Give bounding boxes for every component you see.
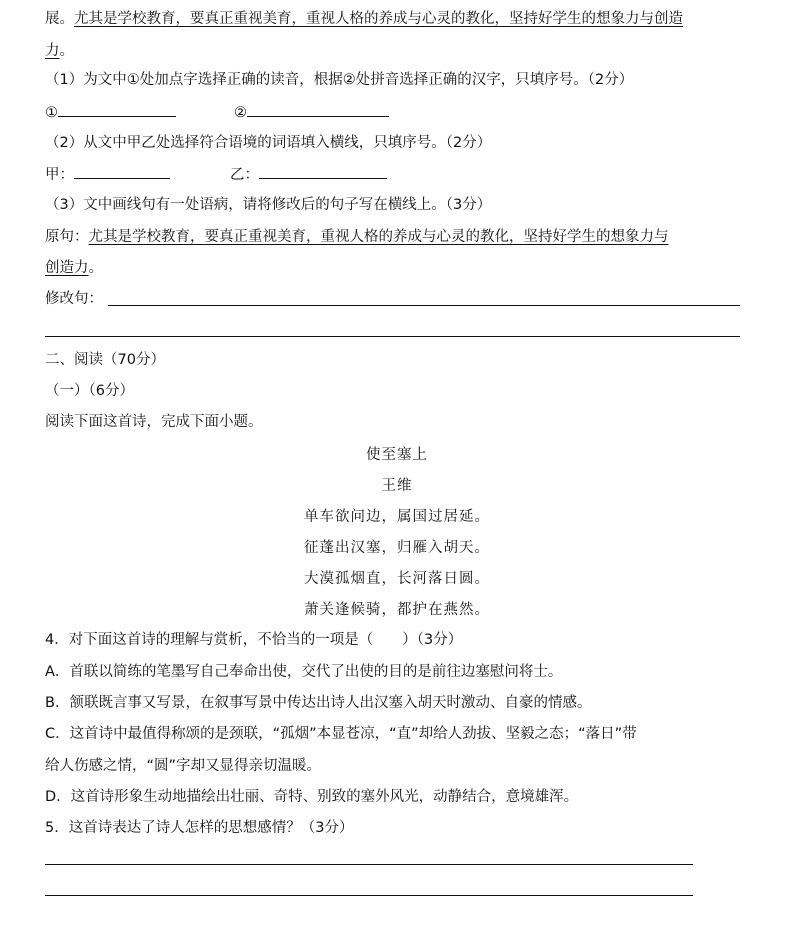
question-4-option-b[interactable]: B．颔联既言事又写景，在叙事写景中传达出诗人出汉塞入胡天时激动、自豪的情感。 (45, 695, 592, 711)
original-sentence-line-2 (45, 258, 103, 278)
question-4-option-c-line-2[interactable]: 给人伤感之情，“圆”字却又显得亲切温暖。 (45, 758, 322, 774)
question-2-text: （2）从文中甲乙处选择符合语境的词语填入横线，只填序号。（2分） (45, 135, 492, 151)
poem-line-3: 大漠孤烟直，长河落日圆。 (304, 571, 490, 587)
revise-answer-line-2[interactable] (45, 336, 740, 337)
question-4-option-a[interactable]: A．首联以简练的笔墨写自己奉命出使，交代了出使的目的是前往边塞慰问将士。 (45, 664, 563, 680)
poem-title: 使至塞上 (366, 447, 428, 463)
poem-line-1: 单车欲问边，属国过居延。 (304, 509, 490, 525)
poem-line-4: 萧关逢候骑，都护在燕然。 (304, 602, 490, 618)
original-sentence-line-1 (45, 227, 669, 247)
answer-blank-2[interactable] (247, 102, 389, 117)
question-1-text: （1）为文中①处加点字选择正确的读音，根据②处拼音选择正确的汉字，只填序号。（2分） (45, 72, 634, 88)
intro-text-start: 展。 (45, 11, 74, 27)
answer-label-2: ② (234, 105, 247, 121)
section-2-sub: （一）（6分） (45, 383, 134, 399)
question-4-option-c-line-1[interactable]: C．这首诗中最值得称颂的是颈联，“孤烟”本显苍凉，“直”却给人劲拔、坚毅之态；“落日”带 (45, 726, 637, 742)
intro-period: 。 (59, 43, 74, 59)
question-1-answers (45, 102, 389, 123)
answer-blank-1[interactable] (58, 102, 176, 117)
question-4-option-d[interactable]: D．这首诗形象生动地描绘出壮丽、奇特、别致的塞外风光，动静结合，意境雄浑。 (45, 789, 579, 805)
intro-underlined-end: 力 (45, 43, 60, 59)
original-sentence-end: 创造力 (45, 260, 89, 276)
revise-answer-line-1[interactable] (108, 305, 740, 306)
section-2-title: 二、阅读（70分） (45, 352, 165, 368)
answer-label-1: ① (45, 105, 58, 121)
question-2-answers (45, 164, 387, 185)
question-4-stem: 4．对下面这首诗的理解与赏析，不恰当的一项是（ ）（3分） (45, 632, 463, 648)
intro-text-line-1 (45, 9, 683, 29)
revise-label: 修改句： (45, 291, 103, 307)
original-sentence-period: 。 (88, 260, 103, 276)
original-sentence-text: 尤其是学校教育，要真正重视美育，重视人格的养成与心灵的教化，坚持好学生的想象力与 (88, 229, 669, 245)
answer-line-2[interactable] (45, 895, 693, 896)
intro-underlined-sentence: 尤其是学校教育，要真正重视美育，重视人格的养成与心灵的教化，坚持好学生的想象力与创造 (74, 11, 683, 27)
poem-line-2: 征蓬出汉塞，归雁入胡天。 (304, 540, 490, 556)
answer-label-jia: 甲： (45, 167, 74, 183)
question-5-stem: 5．这首诗表达了诗人怎样的思想感情？（3分） (45, 820, 354, 836)
answer-line-1[interactable] (45, 864, 693, 865)
reading-instruction: 阅读下面这首诗，完成下面小题。 (45, 414, 263, 430)
answer-label-yi: 乙： (230, 167, 259, 183)
original-label: 原句： (45, 229, 89, 245)
question-3-text: （3）文中画线句有一处语病，请将修改后的句子写在横线上。（3分） (45, 197, 492, 213)
intro-text-line-2 (45, 41, 74, 61)
answer-blank-yi[interactable] (259, 164, 387, 179)
poem-author: 王维 (381, 478, 413, 494)
answer-blank-jia[interactable] (74, 164, 170, 179)
